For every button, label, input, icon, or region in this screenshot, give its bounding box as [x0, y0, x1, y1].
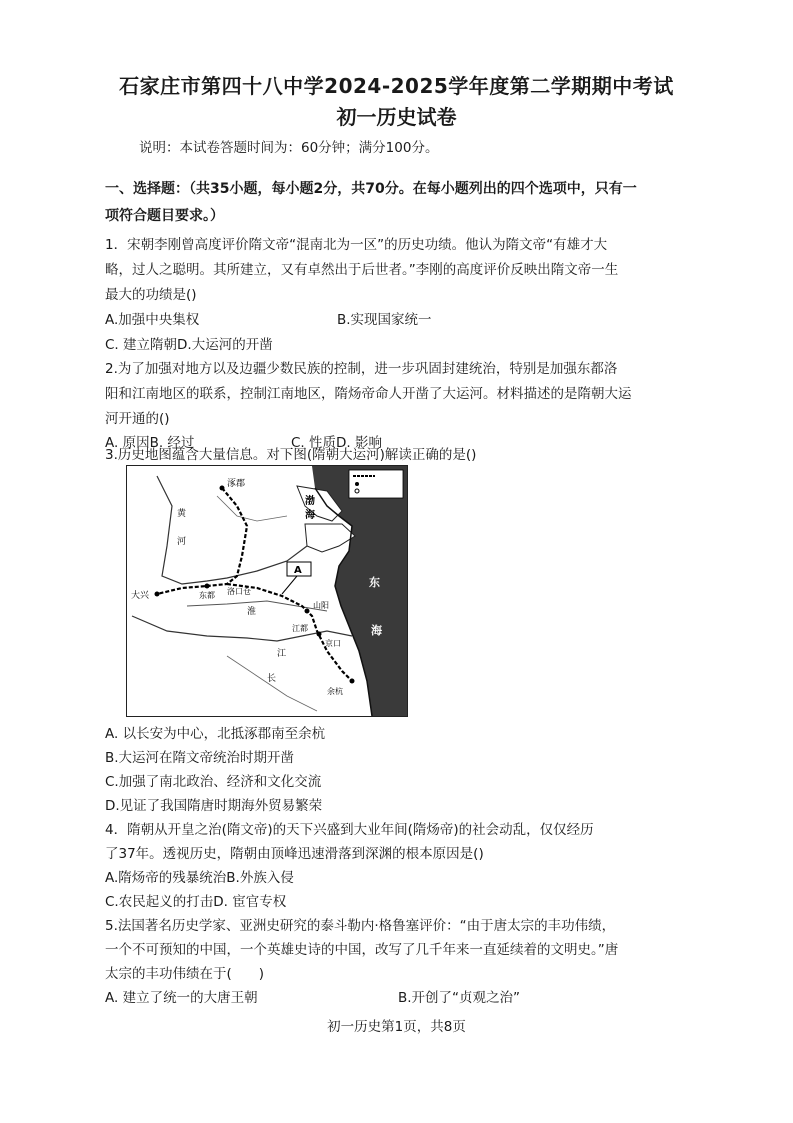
- label-hai2: 海: [371, 624, 382, 637]
- q3-stem: 3.历史地图蕴含大量信息。对下图(隋朝大运河)解读正确的是(): [105, 447, 477, 463]
- q5-stem-line2: 一个不可预知的中国，一个英雄史诗的中国，改写了几千年来一直延续着的文明史。”唐: [105, 942, 619, 958]
- q3-option-a: A. 以长安为中心，北抵涿郡南至余杭: [105, 726, 326, 742]
- q3-option-c: C.加强了南北政治、经济和文化交流: [105, 774, 322, 790]
- q1-option-a: A.加强中央集权: [105, 312, 200, 328]
- q2-stem-line3: 河开通的(): [105, 411, 170, 427]
- grand-canal-map: [126, 465, 408, 717]
- q1-option-cd: C. 建立隋朝D.大运河的开凿: [105, 337, 273, 353]
- q1-stem-line1: 1．宋朝李刚曾高度评价隋文帝“混南北为一区”的历史功绩。他认为隋文帝“有雄才大: [105, 237, 608, 253]
- city-jiangdu: [317, 632, 322, 637]
- q2-stem-line1: 2.为了加强对地方以及边疆少数民族的控制，进一步巩固封建统治，特别是加强东都洛: [105, 361, 618, 377]
- city-daxing: [155, 592, 160, 597]
- label-luoyang: 洛口仓: [227, 587, 251, 596]
- grand-canal-map-svg: [127, 466, 407, 716]
- shandong-peninsula: [305, 524, 355, 552]
- q3-option-d: D.见证了我国隋唐时期海外贸易繁荣: [105, 798, 323, 814]
- label-hai1: 海: [305, 510, 315, 521]
- q4-stem-line1: 4．隋朝从开皇之治(隋文帝)的天下兴盛到大业年间(隋炀帝)的社会动乱，仅仅经历: [105, 822, 594, 838]
- yellow-river: [157, 476, 307, 584]
- label-jiangdu: 江都: [292, 624, 308, 633]
- exam-title: 石家庄市第四十八中学2024-2025学年度第二学期期中考试: [119, 74, 674, 98]
- label-yuhang: 余杭: [327, 687, 343, 696]
- label-daxing: 大兴: [131, 591, 150, 601]
- label-huaihe: 淮: [247, 607, 257, 617]
- q3-option-b: B.大运河在隋文帝统治时期开凿: [105, 750, 295, 766]
- label-bohai: 渤: [305, 496, 315, 507]
- q5-option-b: B.开创了“贞观之治”: [398, 990, 521, 1006]
- label-a: A: [294, 565, 302, 576]
- label-chang: 长: [267, 674, 277, 684]
- q1-option-b: B.实现国家统一: [337, 312, 432, 328]
- q4-stem-line2: 了37年。透视历史，隋朝由顶峰迅速滑落到深渊的根本原因是(): [105, 846, 484, 862]
- city-yuhang: [350, 679, 355, 684]
- q4-option-ab: A.隋炀帝的残暴统治B.外族入侵: [105, 870, 294, 886]
- city-zhuojun: [220, 486, 225, 491]
- page-footer: 初一历史第1页，共8页: [327, 1019, 466, 1035]
- label-zhuojun: 涿郡: [227, 479, 246, 489]
- q1-stem-line2: 略，过人之聪明。其所建立，又有卓然出于后世者。”李刚的高度评价反映出隋文帝一生: [105, 262, 619, 278]
- q4-option-cd: C.农民起义的打击D. 宦官专权: [105, 894, 287, 910]
- label-he: 河: [177, 537, 187, 547]
- q2-stem-line2: 阳和江南地区的联系，控制江南地区，隋炀帝命人开凿了大运河。材料描述的是隋朝大运: [105, 386, 632, 402]
- label-shanyang: 山阳: [313, 601, 329, 610]
- label-jiang: 江: [277, 649, 287, 659]
- q5-stem-line1: 5.法国著名历史学家、亚洲史研究的泰斗勒内·格鲁塞评价：“由于唐太宗的丰功伟绩，: [105, 918, 616, 934]
- q2-option-ab: A. 原因B. 经过: [105, 435, 195, 451]
- city-shanyang: [305, 609, 310, 614]
- q5-stem-line3: 太宗的丰功伟绩在于( ): [105, 966, 265, 982]
- q1-stem-line3: 最大的功绩是(): [105, 287, 197, 303]
- city-dongdu: [205, 584, 210, 589]
- label-huang: 黄: [177, 509, 187, 519]
- section-heading-line1: 一、选择题：（共35小题，每小题2分，共70分。在每小题列出的四个选项中，只有一: [105, 181, 637, 197]
- legend-city-symbol: [355, 482, 359, 486]
- q5-option-a: A. 建立了统一的大唐王朝: [105, 990, 258, 1006]
- tributary-north: [217, 496, 287, 521]
- label-jing: 京口: [325, 639, 341, 648]
- q2-option-cd: C. 性质D. 影响: [291, 435, 382, 451]
- exam-subtitle: 初一历史试卷: [336, 105, 457, 129]
- exam-instructions: 说明：本试卷答题时间为：60分钟；满分100分。: [139, 140, 439, 156]
- section-heading-line2: 项符合题目要求。）: [105, 208, 224, 224]
- map-callout-pointer: [282, 576, 297, 594]
- label-dong: 东: [369, 576, 380, 589]
- label-dongdu: 东都: [199, 591, 215, 600]
